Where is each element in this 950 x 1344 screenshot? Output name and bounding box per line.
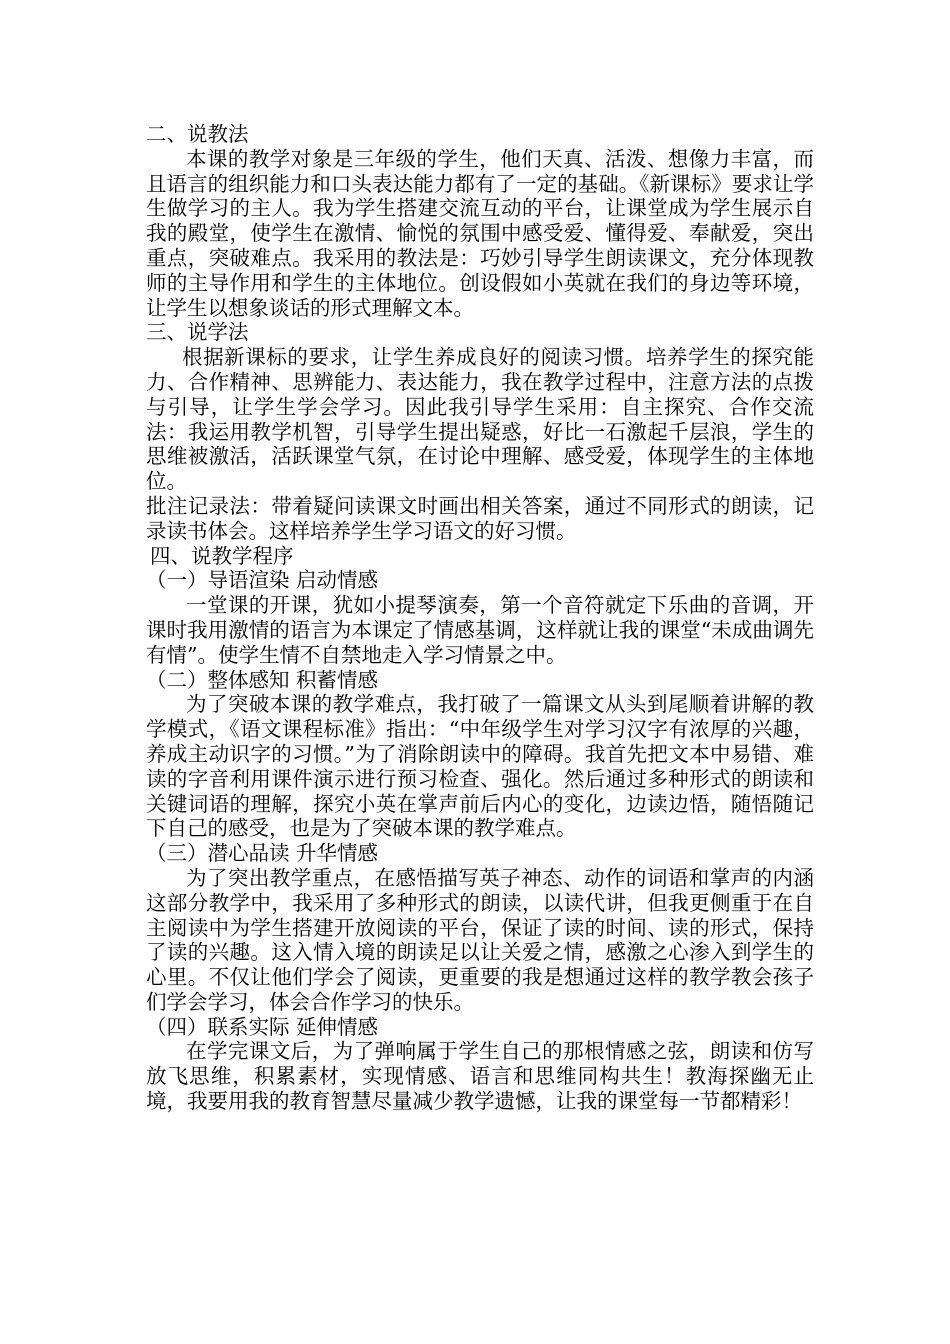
step-title-1: （一）导语渲染 启动情感 [146,568,379,593]
paragraph-annotation-method: 批注记录法：带着疑问读课文时画出相关答案，通过不同形式的朗读，记录读书体会。这样培养学生学习语文的好习惯。 [146,493,814,543]
document-page [146,122,814,1114]
section-heading-learning-method: 三、说学法 [146,320,249,345]
step-paragraph-1: 一堂课的开课，犹如小提琴演奏，第一个音符就定下乐曲的音调，开课时我用激情的语言为本课定了情感基调，这样就让我的课堂“未成曲调先有情”。使学生情不自禁地走入学习情景之中。 [146,593,814,667]
step-paragraph-3: 为了突出教学重点，在感悟描写英子神态、动作的词语和掌声的内涵这部分教学中，我采用了多种形式的朗读，以读代讲，但我更侧重于在自主阅读中为学生搭建开放阅读的平台，保证了读的时间、读的形式，保持了读的兴趣。这入情入境的朗读足以让关爱之情，感激之心渗入到学生的心里。不仅让他们学会了阅读，更重要的我是想通过这样的教学教会孩子们学会学习，体会合作学习的快乐。 [146,865,814,1014]
step-paragraph-4: 在学完课文后，为了弹响属于学生自己的那根情感之弦，朗读和仿写放飞思维，积累素材，实现情感、语言和思维同构共生！教海探幽无止境，我要用我的教育智慧尽量减少教学遗憾，让我的课堂每一节都精彩！ [146,1039,814,1114]
paragraph-teaching-method: 本课的教学对象是三年级的学生，他们天真、活泼、想像力丰富，而且语言的组织能力和口头表达能力都有了一定的基础。《新课标》要求让学生做学习的主人。我为学生搭建交流互动的平台，让课堂成为学生展示自我的殿堂，使学生在激情、愉悦的氛围中感受爱、懂得爱、奉献爱，突出重点，突破难点。我采用的教法是：巧妙引导学生朗读课文，充分体现教师的主导作用和学生的主体地位。创设假如小英就在我们的身边等环境，让学生以想象谈话的形式理解文本。 [146,146,814,320]
step-title-2: （二）整体感知 积蓄情感 [146,667,379,692]
section-heading-procedure: 四、说教学程序 [150,543,294,568]
step-title-3: （三）潜心品读 升华情感 [146,841,379,866]
paragraph-learning-method: 根据新课标的要求，让学生养成良好的阅读习惯。培养学生的探究能力、合作精神、思辨能力、表达能力，我在教学过程中，注意方法的点拨与引导，让学生学会学习。因此我引导学生采用：自主探究、合作交流法：我运用教学机智，引导学生提出疑惑，好比一石激起千层浪，学生的思维被激活，活跃课堂气氛，在讨论中理解、感受爱，体现学生的主体地位。 [146,345,814,494]
step-paragraph-2: 为了突破本课的教学难点，我打破了一篇课文从头到尾顺着讲解的教学模式，《语文课程标准》指出：“中年级学生对学习汉字有浓厚的兴趣，养成主动识字的习惯。”为了消除朗读中的障碍。我首先把文本中易错、难读的字音利用课件演示进行预习检查、强化。然后通过多种形式的朗读和关键词语的理解，探究小英在掌声前后内心的变化，边读边悟，随悟随记下自己的感受，也是为了突破本课的教学难点。 [146,692,814,841]
section-heading-teaching-method: 二、说教法 [146,122,249,146]
step-title-4: （四）联系实际 延伸情感 [146,1014,379,1039]
